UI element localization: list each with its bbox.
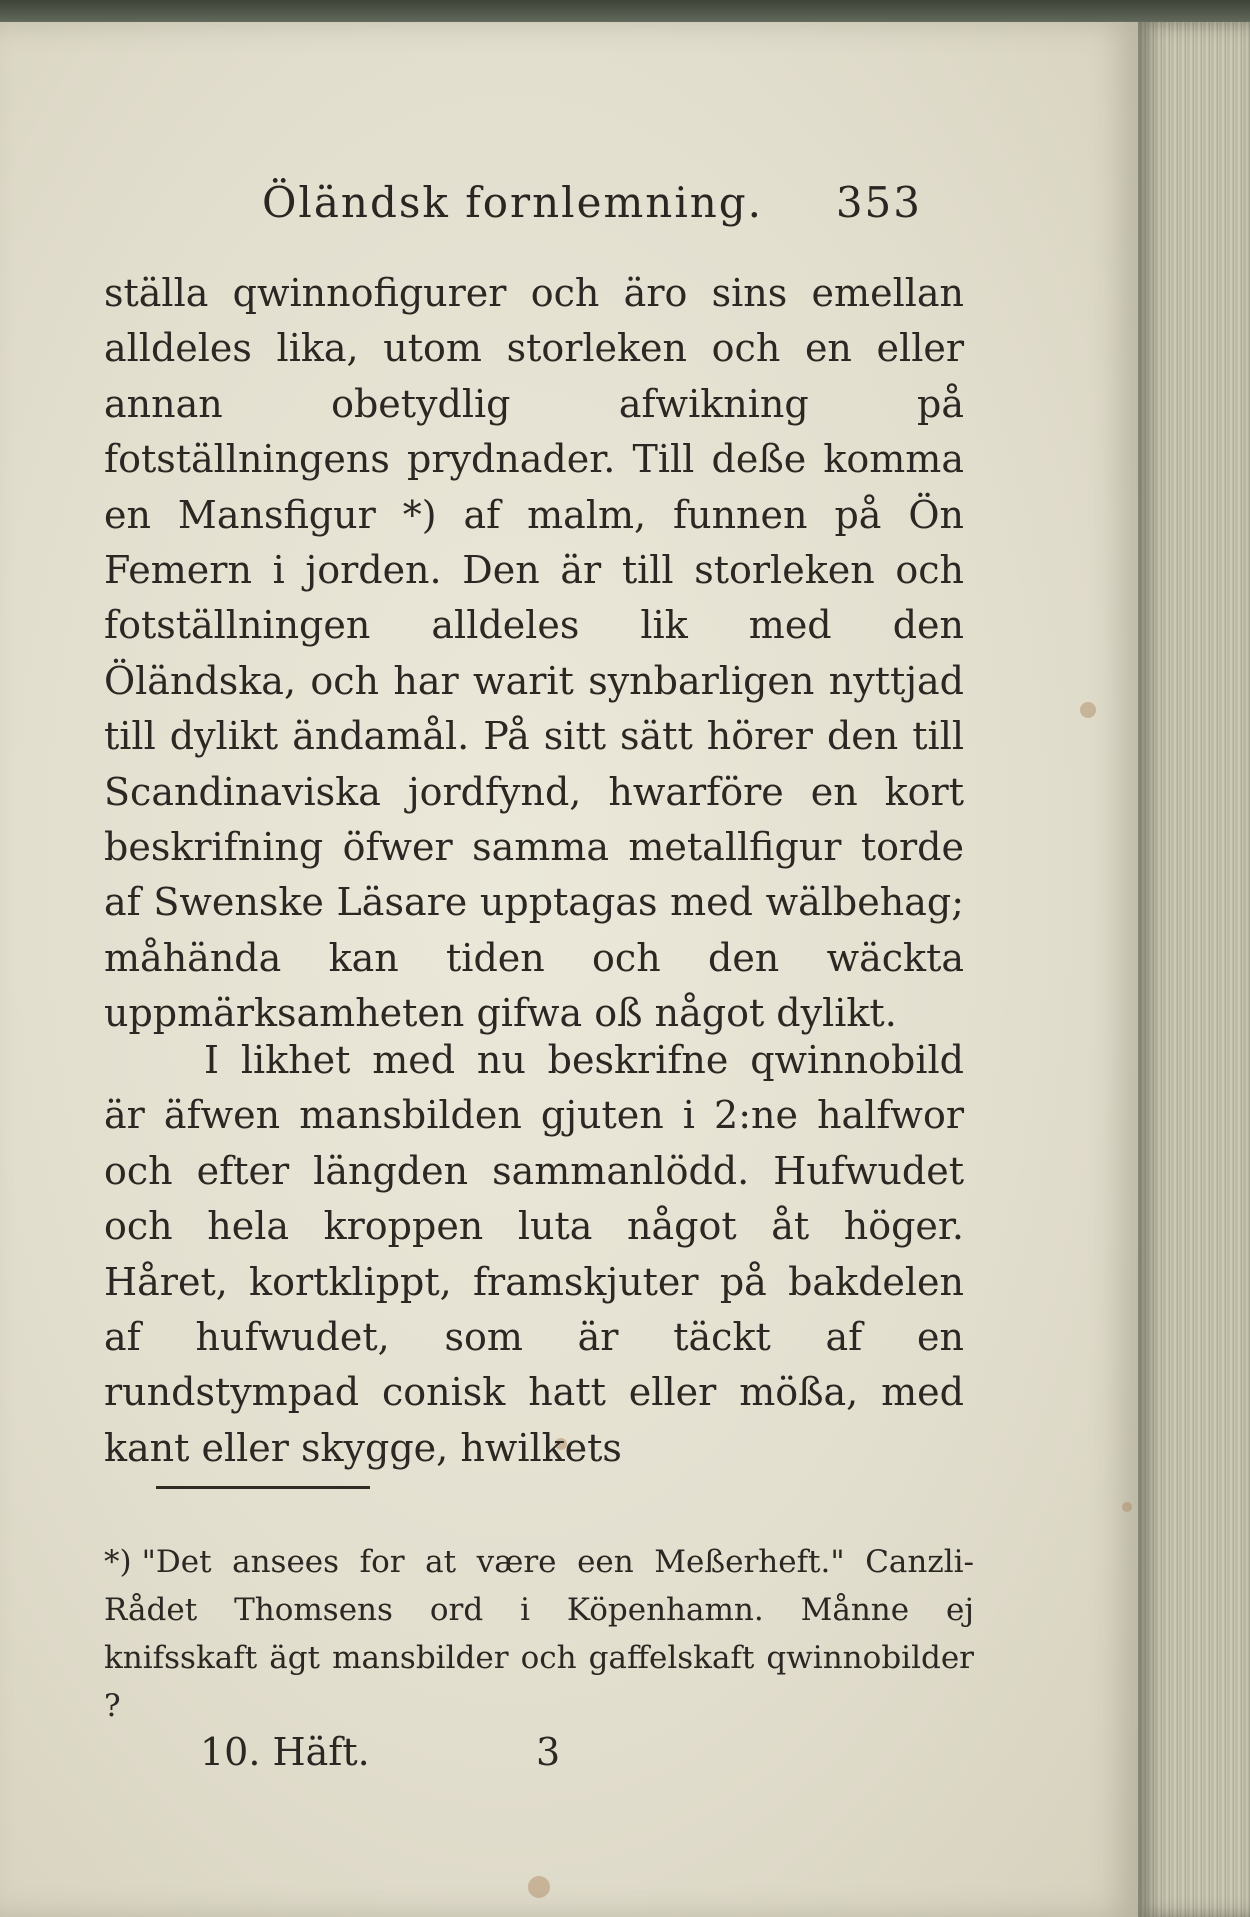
body-paragraph-1: ställa qwinnofigurer och äro sins emellan alldeles lika, utom storleken och en eller annan obetydlig afwikning på fotställningens prydnader. Till deße komma en Mansfigur *) af malm, funnen på Ön Femern i jorden. Den är till storleken och fotställningen alldeles lik med den Öländska, och har warit synbarligen nyttjad till dylikt ändamål. På sitt sätt hörer den till Scandinaviska jordfynd, hwarföre en kort beskrifning öfwer samma metallfigur torde af Swenske Läsare upptagas med wälbehag; måhända kan tiden och den wäckta uppmärksamheten gifwa oß något dylikt. [104, 271, 964, 1036]
footnote-rule [156, 1486, 370, 1489]
body-paragraph-2: I likhet med nu beskrifne qwinnobild är äfwen mansbilden gjuten i 2:ne halfwor och efter längden sammanlödd. Hufwudet och hela kroppen luta något åt höger. Håret, kortklippt, framskjuter på bakdelen af hufwudet, som är täckt af en rundstympad conisk hatt eller mößa, med kant eller skygge, hwilkets [104, 1038, 964, 1470]
running-title: Öländsk fornlemning. [262, 178, 764, 227]
foxing-spot [1122, 1502, 1132, 1512]
sheet-label: 10. Häft. [200, 1730, 370, 1774]
signature-line [200, 1730, 960, 1790]
signature-mark: 3 [536, 1730, 561, 1774]
foxing-spot [528, 1876, 550, 1898]
footnote-marker: *) [104, 1544, 132, 1580]
running-header [262, 178, 922, 238]
page-fore-edge [1138, 22, 1250, 1917]
footnote [104, 1538, 974, 1730]
foxing-spot [1080, 702, 1096, 718]
page-number: 353 [835, 178, 922, 227]
footnote-text: "Det ansees for at være een Meßerheft." Canzli-Rådet Thomsens ord i Köpenhamn. Månne ej knifsskaft ägt mansbilder och gaffelskaft qwinnobilder ? [104, 1544, 974, 1724]
